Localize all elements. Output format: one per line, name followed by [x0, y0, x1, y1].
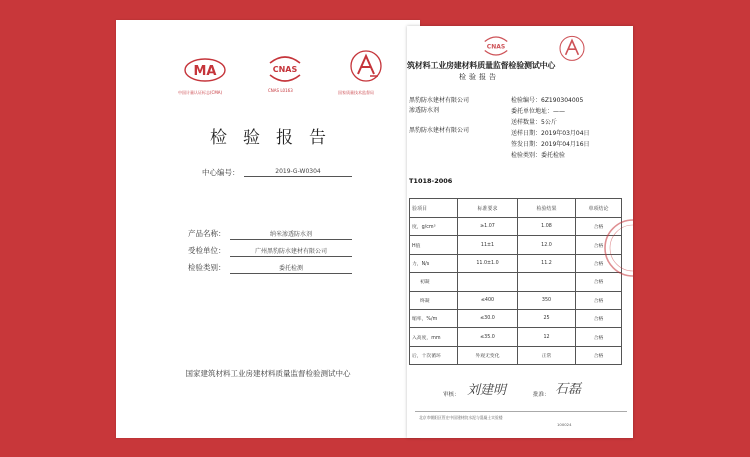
- cell-result: [518, 273, 576, 291]
- client-address: 委托单位地址：——: [511, 108, 566, 115]
- cell-result: 350: [518, 291, 576, 309]
- cell-item: 缩率，%/m: [410, 309, 458, 327]
- report-inspection-type: 检验类别：委托检验: [511, 152, 566, 159]
- table-row: [410, 346, 622, 364]
- reviewer-label: 审核：: [443, 392, 460, 398]
- cma-logo-text: MA: [193, 64, 217, 79]
- table-row: [410, 291, 622, 309]
- cell-result: 12: [518, 328, 576, 346]
- cover-title: 检验报告: [210, 128, 342, 148]
- cell-conclusion: 合格: [576, 328, 622, 346]
- table-row: [410, 254, 622, 272]
- test-results-table: [409, 198, 622, 365]
- cma-logo-caption: 中国计量认证标志(CMA): [178, 90, 223, 95]
- header-test-result: 检验结果: [518, 199, 576, 218]
- cell-requirement: 外观无变化: [458, 346, 518, 364]
- cal-mark-icon: [557, 34, 587, 66]
- cnas-mark-icon: [266, 53, 304, 85]
- cell-conclusion: 合格: [576, 346, 622, 364]
- inspection-seal: [603, 212, 633, 284]
- header-standard-requirement: 标准要求: [458, 199, 518, 218]
- cell-result: 正常: [518, 346, 576, 364]
- inspection-type-label: 检验类别：: [188, 263, 226, 272]
- table-header-row: [410, 199, 622, 218]
- table-row: [410, 236, 622, 254]
- approver-label: 批准：: [533, 392, 550, 398]
- cell-requirement: ≤35.0: [458, 328, 518, 346]
- cell-requirement: ≤30.0: [458, 309, 518, 327]
- center-number-label: 中心编号：: [202, 168, 240, 177]
- cma-logo: [182, 56, 228, 86]
- cover-footer: 国家建筑材料工业房建材料质量监督检验测试中心: [185, 369, 351, 378]
- report-cnas-logo-text: CNAS: [486, 43, 506, 51]
- cell-conclusion: 合格: [576, 236, 622, 254]
- cell-requirement: 11±1: [458, 236, 518, 254]
- cell-item: 初凝: [410, 273, 458, 291]
- footer-divider: [415, 411, 627, 412]
- cnas-logo: [266, 53, 304, 85]
- cal-logo: [348, 48, 384, 88]
- cell-result: 1.08: [518, 218, 576, 236]
- cell-item: 终凝: [410, 291, 458, 309]
- cell-requirement: 11.0±1.0: [458, 254, 518, 272]
- inspection-type-value: 委托检测: [230, 263, 352, 274]
- cal-mark-icon: [348, 48, 384, 88]
- report-footer-postcode: 100024: [557, 422, 572, 427]
- report-left-info-4: 黑豹防水建材有限公司: [409, 127, 470, 134]
- issue-date: 签发日期：2019年04月16日: [511, 141, 590, 148]
- cell-item: 度，g/cm³: [410, 218, 458, 236]
- table-row: [410, 218, 622, 236]
- report-left-info-2: 渗透防水剂: [409, 107, 440, 114]
- cell-item: 后，十次循环: [410, 346, 458, 364]
- cell-conclusion: 合格: [576, 254, 622, 272]
- cell-conclusion: 合格: [576, 273, 622, 291]
- cell-result: 11.2: [518, 254, 576, 272]
- cell-conclusion: 合格: [576, 218, 622, 236]
- cell-requirement: [458, 273, 518, 291]
- inspected-unit-label: 受检单位：: [188, 246, 226, 255]
- report-cover-page: [116, 20, 420, 438]
- sample-quantity: 送样数量：5公斤: [511, 119, 557, 126]
- report-cal-logo: [557, 34, 587, 66]
- cell-result: 12.0: [518, 236, 576, 254]
- header-test-item: 验项目: [410, 199, 458, 218]
- product-name-value: 纳米渗透防水剂: [230, 229, 352, 240]
- table-row: [410, 328, 622, 346]
- cnas-mark-icon: [481, 34, 511, 58]
- report-cnas-logo: [481, 34, 511, 58]
- cnas-logo-caption: CNAS L0163: [268, 88, 293, 93]
- approver-signature: 石磊: [555, 382, 582, 397]
- cell-conclusion: 合格: [576, 309, 622, 327]
- product-name-label: 产品名称：: [188, 229, 226, 238]
- cell-item: H值: [410, 236, 458, 254]
- table-row: [410, 273, 622, 291]
- cell-item: 入高度，mm: [410, 328, 458, 346]
- red-seal-icon: [603, 212, 633, 284]
- cell-requirement: ≥1.07: [458, 218, 518, 236]
- report-header-subtitle: 检验报告: [459, 73, 499, 81]
- report-number: 检验编号：6Z190304005: [511, 97, 584, 104]
- test-standard: T1018-2006: [409, 177, 453, 185]
- cnas-logo-text: CNAS: [272, 65, 298, 74]
- report-footer-address: 北京市朝阳区管庄中国建材院水泥与混凝土实验楼: [419, 415, 503, 420]
- cell-item: 力，N/s: [410, 254, 458, 272]
- report-left-info-1: 黑豹防水建材有限公司: [409, 97, 470, 104]
- header-conclusion: 单项结论: [576, 199, 622, 218]
- sample-date: 送样日期：2019年03月04日: [511, 130, 590, 137]
- cell-conclusion: 合格: [576, 291, 622, 309]
- inspected-unit-value: 广州黑豹防水建材有限公司: [230, 246, 352, 257]
- cell-result: 25: [518, 309, 576, 327]
- center-number-value: 2019-G-W0304: [244, 168, 352, 177]
- cell-requirement: ≤400: [458, 291, 518, 309]
- cal-logo-caption: 国家质量技术监督局: [338, 90, 374, 95]
- report-header-title: 筑材料工业房建材料质量监督检验测试中心: [407, 61, 556, 70]
- test-report-page: [407, 26, 633, 438]
- cma-mark-icon: [182, 56, 228, 86]
- table-row: [410, 309, 622, 327]
- reviewer-signature: 刘建明: [467, 383, 507, 398]
